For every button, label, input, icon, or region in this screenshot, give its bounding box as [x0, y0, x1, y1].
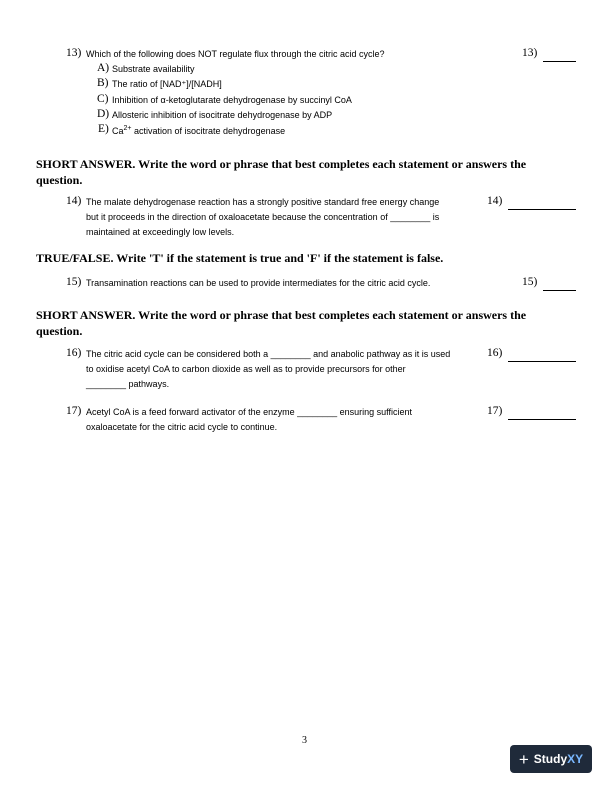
question-number: 14) [66, 195, 82, 207]
answer-label: 14) [487, 195, 503, 207]
answer-blank[interactable] [508, 361, 576, 362]
option-letter: A) [97, 62, 110, 74]
answer-label: 17) [487, 405, 503, 417]
studyxy-logo [510, 745, 592, 773]
option-letter: D) [97, 108, 110, 120]
answer-blank[interactable] [543, 290, 576, 291]
option-text: $Ca^{2+}$ activation of isocitrate dehydrogenase [112, 125, 286, 136]
option-text: Allosteric inhibition of isocitrate dehydrogenase by ADP [112, 110, 333, 120]
option-text: Inhibition of α-ketoglutarate dehydrogenase by succinyl CoA [112, 95, 352, 105]
logo-text: StudyXY [533, 752, 584, 766]
answer-blank[interactable] [543, 61, 576, 62]
option-letter: E) [98, 123, 109, 135]
question-number: 13) [66, 47, 82, 59]
option-text: Substrate availability [112, 64, 195, 74]
answer-blank[interactable] [508, 209, 576, 210]
section-heading-short-answer: SHORT ANSWER. Write the word or phrase that best completes each statement or answers the question. [36, 157, 527, 187]
answer-blank[interactable] [508, 419, 576, 420]
option-text: The ratio of [NAD⁺]/[NADH] [112, 79, 222, 89]
page-number: 3 [302, 735, 307, 746]
answer-label: 15) [522, 276, 538, 288]
section-heading-true-false: TRUE/FALSE. Write 'T' if the statement is true and 'F' if the statement is false. [36, 251, 444, 265]
question-text: The malate dehydrogenase reaction has a strongly positive standard free energy change but it proceeds in the direction of oxaloacetate because the concentration of ________ is maintained at exceedingly low levels. [86, 197, 440, 237]
section-heading-short-answer: SHORT ANSWER. Write the word or phrase that best completes each statement or answers the question. [36, 308, 527, 338]
answer-label: 13) [522, 47, 538, 59]
option-letter: B) [97, 77, 109, 89]
plus-icon: + [518, 749, 529, 769]
question-number: 17) [66, 405, 82, 417]
question-text: The citric acid cycle can be considered both a ________ and anabolic pathway as it is used to oxidise acetyl CoA to carbon dioxide as well as to provide precursors for other ________ pathways. [86, 349, 451, 389]
question-number: 15) [66, 276, 82, 288]
question-text: Transamination reactions can be used to provide intermediates for the citric acid cycle. [86, 278, 431, 288]
question-text: Which of the following does NOT regulate flux through the citric acid cycle? [86, 49, 385, 59]
answer-label: 16) [487, 347, 503, 359]
question-text: Acetyl CoA is a feed forward activator of the enzyme ________ ensuring sufficient oxaloacetate for the citric acid cycle to continue. [86, 407, 413, 432]
question-number: 16) [66, 347, 82, 359]
option-letter: C) [97, 93, 109, 105]
